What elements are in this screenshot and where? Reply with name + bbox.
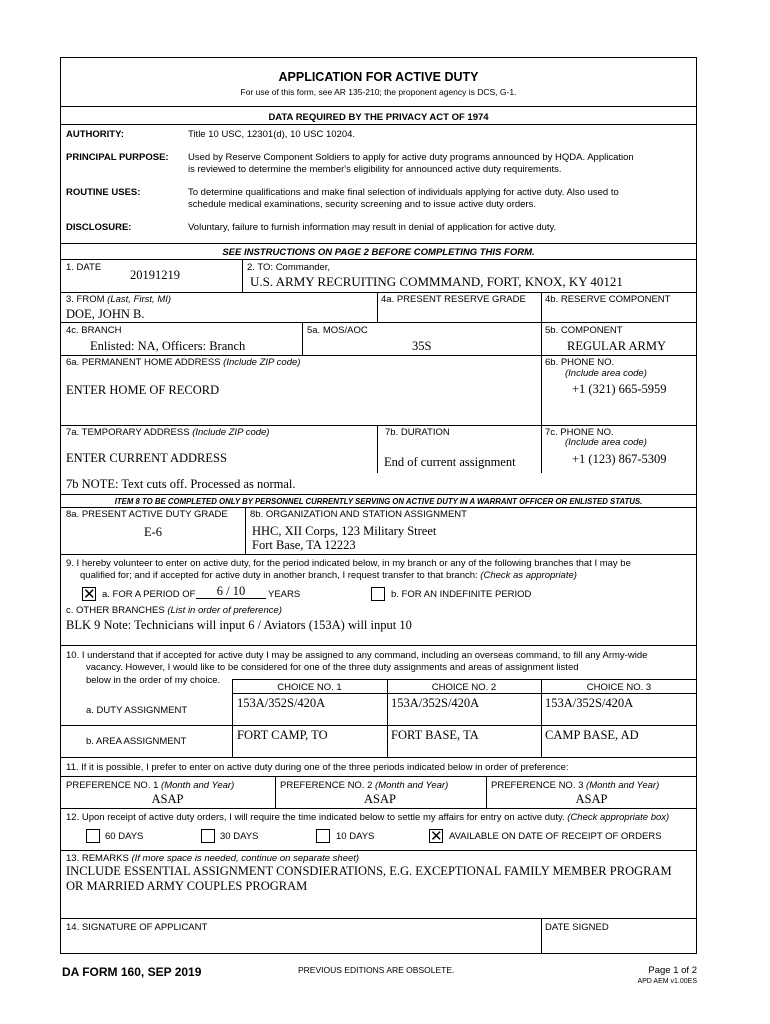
remarks-line-1[interactable]: INCLUDE ESSENTIAL ASSIGNMENT CONSDIERATIONS, E.G. EXCEPTIONAL FAMILY MEMBER PROGRAM (66, 864, 672, 878)
years-label: YEARS (268, 589, 301, 600)
mos-field[interactable]: 35S (412, 339, 432, 353)
period-years-field[interactable]: 6 / 10 (196, 585, 266, 599)
divider (245, 507, 246, 554)
duty-choice-2[interactable]: 153A/352S/420A (391, 696, 480, 710)
to-field[interactable]: U.S. ARMY RECRUITING COMMMAND, FORT, KNOX, KY 40121 (250, 274, 623, 289)
phone2-hint: (Include area code) (565, 437, 647, 448)
date-label: 1. DATE (66, 262, 102, 273)
authority-text: Title 10 USC, 12301(d), 10 USC 10204. (188, 129, 356, 140)
pref-2-label: PREFERENCE NO. 2 (Month and Year) (280, 780, 449, 791)
item10-text-2: vacancy. However, I would like to be considered for one of the three duty assignments and areas of assignment listed (86, 662, 579, 673)
active-grade-field[interactable]: E-6 (144, 525, 163, 539)
duty-choice-3[interactable]: 153A/352S/420A (545, 696, 634, 710)
divider (60, 292, 697, 293)
phone2-field[interactable]: +1 (123) 867-5309 (572, 452, 667, 466)
divider (377, 292, 378, 322)
divider (60, 494, 697, 495)
area-choice-2[interactable]: FORT BASE, TA (391, 728, 479, 742)
available-label: AVAILABLE ON DATE OF RECEIPT OF ORDERS (449, 831, 662, 842)
org-line-1[interactable]: HHC, XII Corps, 123 Military Street (252, 524, 437, 538)
disclosure-label: DISCLOSURE: (66, 222, 132, 233)
divider (541, 355, 542, 425)
form-id: DA FORM 160, SEP 2019 (62, 965, 202, 979)
item8-heading: ITEM 8 TO BE COMPLETED ONLY BY PERSONNEL CURRENTLY SERVING ON ACTIVE DUTY IN A WARRANT OFFICER OR ENLISTED STATUS. (114, 497, 643, 506)
divider (232, 693, 697, 694)
routine-label: ROUTINE USES: (66, 187, 141, 198)
duty-choice-1[interactable]: 153A/352S/420A (237, 696, 326, 710)
purpose-label: PRINCIPAL PURPOSE: (66, 152, 169, 163)
remarks-label: 13. REMARKS (If more space is needed, continue on separate sheet) (66, 853, 360, 864)
divider (60, 259, 697, 260)
other-branches-field[interactable]: BLK 9 Note: Technicians will input 6 / Aviators (153A) will input 10 (66, 618, 412, 632)
divider (60, 425, 697, 426)
phone-field[interactable]: +1 (321) 665-5959 (572, 382, 667, 396)
divider (541, 425, 542, 473)
home-address-label: 6a. PERMANENT HOME ADDRESS (Include ZIP code) (66, 357, 301, 368)
purpose-text-2: is reviewed to determine the member's eligibility for announced active duty requirements. (188, 164, 562, 175)
form-subtitle: For use of this form, see AR 135-210; the proponent agency is DCS, G-1. (240, 87, 517, 97)
pref-2-field[interactable]: ASAP (364, 792, 396, 806)
org-line-2[interactable]: Fort Base, TA 12223 (252, 538, 356, 552)
divider (232, 679, 697, 680)
item12-text: 12. Upon receipt of active duty orders, I will require the time indicated below to settle my affairs for entry on active duty. (Check appropriate box) (66, 812, 670, 823)
divider (60, 243, 697, 244)
phone-hint: (Include area code) (565, 368, 647, 379)
choice-3-header: CHOICE NO. 3 (586, 682, 652, 693)
other-branches-label: c. OTHER BRANCHES (List in order of preference) (66, 605, 282, 616)
home-address-field[interactable]: ENTER HOME OF RECORD (66, 383, 220, 397)
area-choice-1[interactable]: FORT CAMP, TO (237, 728, 328, 742)
divider (541, 292, 542, 322)
from-label: 3. FROM (Last, First, MI) (66, 294, 172, 305)
item11-text: 11. If it is possible, I prefer to enter on active duty during one of the three periods indicated below in order of preference: (66, 762, 569, 773)
divider (60, 850, 697, 851)
days-60-checkbox[interactable] (86, 829, 100, 843)
disclosure-text: Voluntary, failure to furnish information may result in denial of application for active duty. (188, 222, 557, 233)
days-10-checkbox[interactable] (316, 829, 330, 843)
divider (60, 124, 697, 125)
item10-text-3: below in the order of my choice. (86, 675, 221, 686)
duration-field[interactable]: End of current assignment (384, 455, 516, 469)
item9-text-1: 9. I hereby volunteer to enter on active duty, for the period indicated below, in my branch or any of the following branches that I may be (66, 558, 631, 569)
authority-label: AUTHORITY: (66, 129, 124, 140)
divider (60, 106, 697, 107)
branch-field[interactable]: Enlisted: NA, Officers: Branch (90, 339, 246, 353)
divider (60, 725, 697, 726)
pref-1-field[interactable]: ASAP (151, 792, 184, 806)
area-choice-3[interactable]: CAMP BASE, AD (545, 728, 639, 742)
reserve-component-label: 4b. RESERVE COMPONENT (545, 294, 671, 305)
divider (60, 645, 697, 646)
period-checkbox[interactable]: ✕ (83, 585, 96, 603)
divider (60, 757, 697, 758)
indefinite-checkbox[interactable] (371, 587, 385, 601)
divider (60, 808, 697, 809)
mos-label: 5a. MOS/AOC (307, 325, 368, 336)
routine-text-1: To determine qualifications and make final selection of individuals applying for active duty. Also used to (188, 187, 619, 198)
duty-assignment-label: a. DUTY ASSIGNMENT (86, 705, 188, 716)
privacy-heading: DATA REQUIRED BY THE PRIVACY ACT OF 1974 (268, 112, 489, 123)
phone2-label: 7c. PHONE NO. (545, 427, 614, 438)
remarks-line-2[interactable]: OR MARRIED ARMY COUPLES PROGRAM (66, 879, 308, 893)
signature-label: 14. SIGNATURE OF APPLICANT (66, 922, 208, 933)
temp-address-label: 7a. TEMPORARY ADDRESS (Include ZIP code) (66, 427, 270, 438)
item10-text-1: 10. I understand that if accepted for active duty I may be assigned to any command, including an overseas command, to fill any Army-wide (66, 650, 648, 661)
page-number: Page 1 of 2 (648, 965, 697, 976)
days-30-label: 30 DAYS (220, 831, 259, 842)
days-10-label: 10 DAYS (336, 831, 375, 842)
form-title: APPLICATION FOR ACTIVE DUTY (278, 70, 479, 84)
divider (60, 776, 697, 777)
divider (60, 918, 697, 919)
temp-address-field[interactable]: ENTER CURRENT ADDRESS (66, 451, 227, 465)
period-label: a. FOR A PERIOD OF (102, 589, 196, 600)
date-field[interactable]: 20191219 (130, 268, 180, 282)
divider (541, 918, 542, 954)
org-label: 8b. ORGANIZATION AND STATION ASSIGNMENT (250, 509, 467, 520)
divider (60, 322, 697, 323)
editions-note: PREVIOUS EDITIONS ARE OBSOLETE. (298, 965, 455, 975)
routine-text-2: schedule medical examinations, security screening and to issue active duty orders. (188, 199, 536, 210)
divider (60, 507, 697, 508)
date-signed-field[interactable] (545, 934, 693, 952)
pref-3-label: PREFERENCE NO. 3 (Month and Year) (491, 780, 660, 791)
days-60-label: 60 DAYS (105, 831, 144, 842)
area-assignment-label: b. AREA ASSIGNMENT (86, 736, 187, 747)
reserve-grade-label: 4a. PRESENT RESERVE GRADE (381, 294, 526, 305)
note-field[interactable]: 7b NOTE: Text cuts off. Processed as normal. (66, 477, 296, 491)
to-label: 2. TO: Commander, (247, 262, 331, 273)
signature-field[interactable] (66, 934, 536, 952)
divider (242, 259, 243, 292)
pref-1-label: PREFERENCE NO. 1 (Month and Year) (66, 780, 235, 791)
from-field[interactable]: DOE, JOHN B. (66, 307, 145, 321)
choice-1-header: CHOICE NO. 1 (277, 682, 342, 693)
divider (377, 425, 378, 473)
available-checkbox[interactable]: ✕ (430, 827, 443, 845)
version-label: APD AEM v1.00ES (637, 978, 697, 985)
purpose-text-1: Used by Reserve Component Soldiers to apply for active duty programs announced by HQDA. Application (188, 152, 634, 163)
days-30-checkbox[interactable] (201, 829, 215, 843)
duration-label: 7b. DURATION (385, 427, 450, 438)
choice-2-header: CHOICE NO. 2 (431, 682, 497, 693)
phone-label: 6b. PHONE NO. (545, 357, 615, 368)
divider (302, 322, 303, 355)
indefinite-label: b. FOR AN INDEFINITE PERIOD (391, 589, 532, 600)
date-signed-label: DATE SIGNED (545, 922, 609, 933)
pref-3-field[interactable]: ASAP (575, 792, 608, 806)
divider (60, 554, 697, 555)
active-grade-label: 8a. PRESENT ACTIVE DUTY GRADE (66, 509, 228, 520)
component-field[interactable]: REGULAR ARMY (567, 339, 666, 353)
divider (541, 322, 542, 355)
divider (541, 355, 697, 356)
component-label: 5b. COMPONENT (545, 325, 623, 336)
item9-text-2: qualified for; and if accepted for active duty in another branch, I request transfer to that branch: (Check as appropriate) (80, 570, 577, 581)
instructions: SEE INSTRUCTIONS ON PAGE 2 BEFORE COMPLETING THIS FORM. (222, 247, 535, 258)
divider (60, 355, 542, 356)
branch-label: 4c. BRANCH (66, 325, 122, 336)
